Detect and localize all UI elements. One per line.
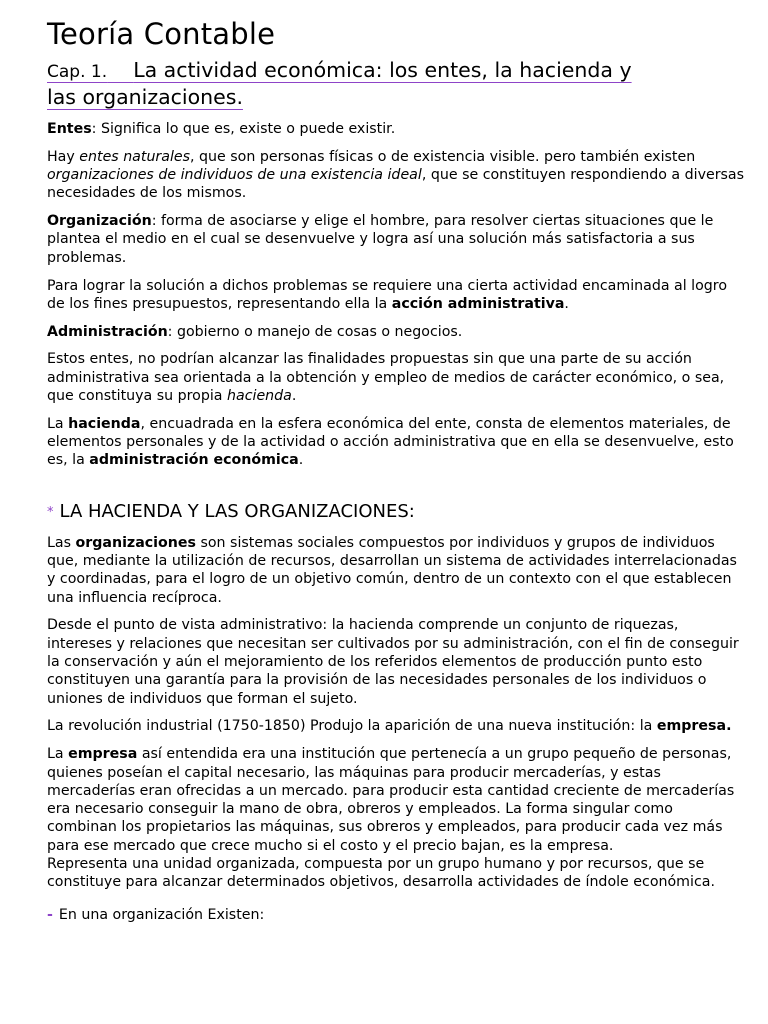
paragraph-para-lograr (47, 277, 747, 314)
text-span: , que se constituyen respondiendo a diversas necesidades de los mismos. (47, 167, 745, 202)
definition-entes: : Significa lo que es, existe o puede existir. (91, 121, 396, 137)
bold-administracion-economica: administración económica (89, 452, 299, 469)
italic-entes-naturales: entes naturales (79, 148, 191, 165)
paragraph-las-organizaciones (47, 534, 747, 607)
term-administracion: Administración (47, 323, 168, 340)
chapter-number: Cap. 1. (47, 62, 108, 82)
text-span: . (298, 452, 304, 469)
text-span: . (564, 295, 569, 312)
text-span: Estos entes, no podrían alcanzar las finalidades propuestas sin que una parte de su acción administrativa sea orientada a la obtención y empleo de medios de carácter económico, o sea, que constituya su propia (47, 351, 725, 405)
paragraph-entes (47, 120, 747, 138)
bold-hacienda: hacienda (68, 415, 141, 432)
definition-organizacion: : forma de asociarse y elige el hombre, para resolver ciertas situaciones que le plantea el medio en el cual se desenvuelve y logra así una solución más satisfactoria a sus problemas. (47, 213, 714, 266)
paragraph-revolucion (47, 717, 747, 735)
text-span: Las (47, 534, 76, 551)
chapter-heading (47, 58, 747, 110)
text-span: Hay (47, 148, 80, 165)
text-span: La (47, 415, 69, 432)
section-heading-text: LA HACIENDA Y LAS ORGANIZACIONES: (59, 500, 415, 522)
chapter-title-line1: La actividad económica: los entes, la hacienda y (133, 58, 632, 82)
paragraph-empresa (47, 745, 747, 855)
text-span: así entendida era una institución que pertenecía a un grupo pequeño de personas, quienes poseían el capital necesario, las máquinas para producir mercaderías, y estas mercaderías eran ofrecidas a un mercado. para producir esta cantidad creciente de mercaderías era necesario conseguir la mano de obra, obreros y empleados. La forma singular como combinan los propietarios las máquinas, sus obreros y empleados, para producir cada vez más para ese mercado que crece mucho si el costo y el precio bajan, es la empresa. (47, 746, 735, 854)
paragraph-organizacion (47, 212, 747, 267)
text-span: . (291, 388, 297, 405)
paragraph-administracion (47, 323, 747, 341)
term-entes: Entes (47, 121, 92, 137)
bold-organizaciones: organizaciones (75, 534, 196, 551)
paragraph-hay (47, 148, 747, 203)
text-span: La (47, 746, 69, 763)
dash-bullet-icon: - (47, 906, 53, 923)
document-page (47, 16, 747, 924)
chapter-underlined-text (47, 58, 632, 82)
text-span: son sistemas sociales compuestos por individuos y grupos de individuos que, mediante la utilización de recursos, desarrollan un sistema de actividades interrelacionadas y coordinadas, para el logro de un objetivo común, dentro de un contexto con el que establecen una influencia recíproca. (47, 534, 737, 606)
paragraph-estos-entes (47, 350, 747, 405)
bold-empresa-term: empresa (68, 746, 138, 763)
definition-administracion: : gobierno o manejo de cosas o negocios. (167, 323, 463, 340)
bold-empresa: empresa. (656, 718, 732, 735)
star-bullet-icon: * (47, 504, 54, 520)
text-span: La revolución industrial (1750-1850) Produjo la aparición de una nueva institución: la (47, 718, 657, 735)
paragraph-desde: Desde el punto de vista administrativo: la hacienda comprende un conjunto de riquezas, intereses y relaciones que necesitan ser cultivados por su administración, con el fin de conseguir la conservación y aún el mejoramiento de los referidos elementos de producción punto esto constituyen una garantía para la provisión de las necesidades personales de los individuos o uniones de individuos que forman el sujeto. (47, 617, 739, 707)
text-span: Para lograr la solución a dichos problemas se requiere una cierta actividad encaminada al logro de los fines presupuestos, representando ella la (47, 277, 728, 312)
paragraph-la-hacienda (47, 415, 747, 470)
section-heading (47, 500, 747, 525)
italic-organizaciones: organizaciones de individuos de una existencia ideal (47, 167, 422, 184)
text-span: , que son personas físicas o de existencia visible. pero también existen (190, 148, 696, 165)
italic-hacienda: hacienda (227, 388, 292, 405)
bullet-text: En una organización Existen: (58, 906, 265, 923)
term-organizacion: Organización (47, 213, 152, 230)
chapter-title-line2: las organizaciones. (47, 85, 243, 109)
bullet-item (47, 906, 747, 924)
paragraph-representa: Representa una unidad organizada, compuesta por un grupo humano y por recursos, que se constituye para alcanzar determinados objetivos, desarrolla actividades de índole económica. (47, 856, 715, 891)
document-title: Teoría Contable (47, 17, 276, 51)
bold-accion-administrativa: acción administrativa (391, 295, 565, 312)
text-span: , encuadrada en la esfera económica del ente, consta de elementos materiales, de elementos personales y de la actividad o acción administrativa que en ella se desenvuelve, esto es, la (47, 415, 734, 469)
